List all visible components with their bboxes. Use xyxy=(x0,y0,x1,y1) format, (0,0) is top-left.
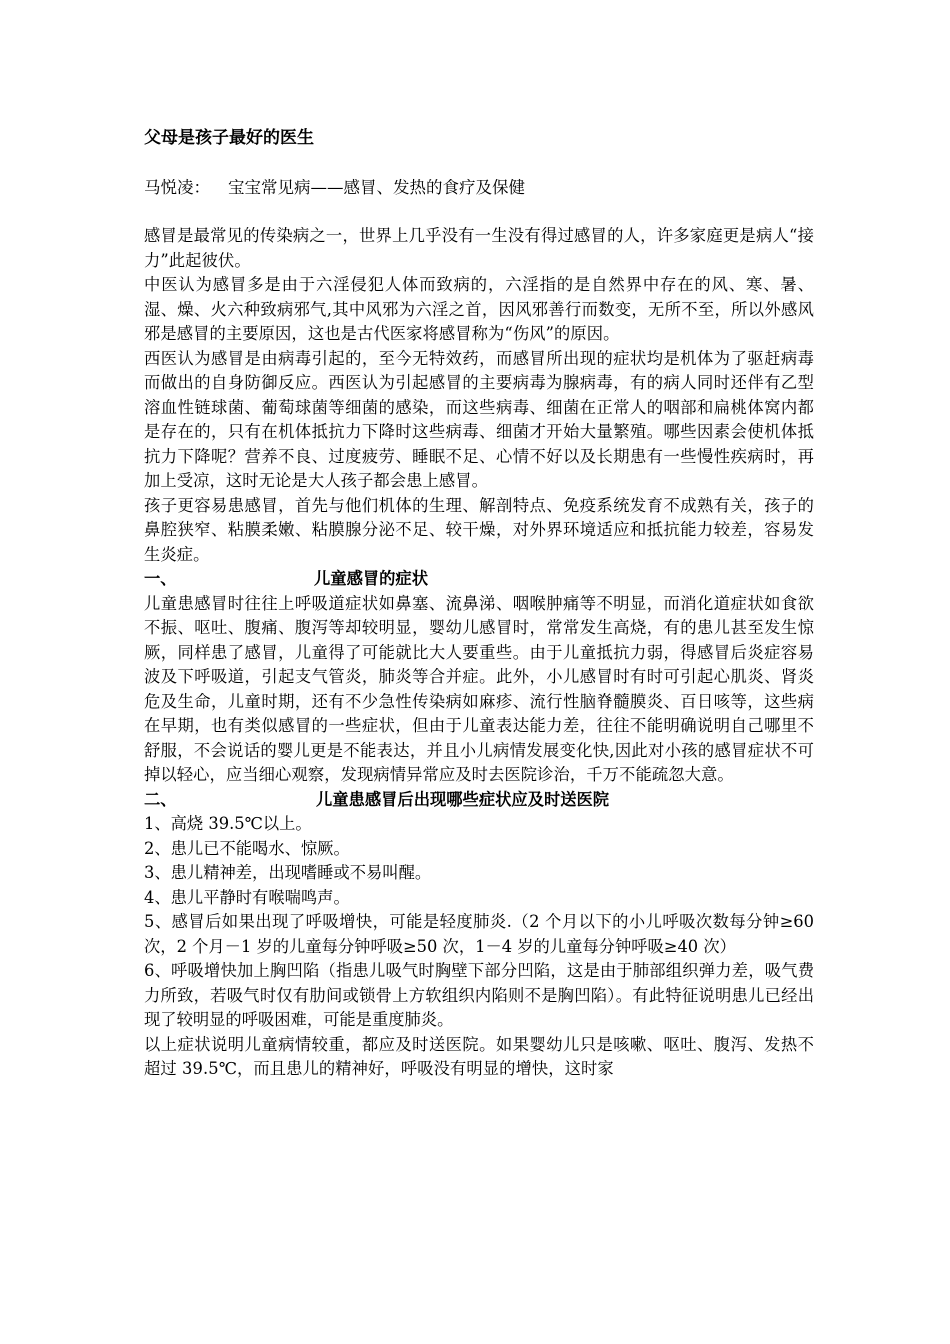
document-page xyxy=(144,124,814,1082)
paragraph: 孩子更容易患感冒，首先与他们机体的生理、解剖特点、免疫系统发育不成熟有关，孩子的鼻腔狭窄、粘膜柔嫩、粘膜腺分泌不足、较干燥，对外界环境适应和抵抗能力较差，容易发生炎症。 xyxy=(144,495,814,564)
paragraph: 感冒是最常见的传染病之一，世界上几乎没有一生没有得过感冒的人，许多家庭更是病人“接力”此起彼伏。 xyxy=(144,226,814,270)
section-heading-text: 儿童患感冒后出现哪些症状应及时送医院 xyxy=(316,789,610,809)
paragraph: 西医认为感冒是由病毒引起的，至今无特效药，而感冒所出现的症状均是机体为了驱赶病毒而做出的自身防御反应。西医认为引起感冒的主要病毒为腺病毒，有的病人同时还伴有乙型溶血性链球菌、葡萄球菌等细菌的感染，而这些病毒、细菌在正常人的咽部和扁桃体窝内都是存在的，只有在机体抵抗力下降时这些病毒、细菌才开始大量繁殖。哪些因素会使机体抵抗力下降呢？营养不良、过度疲劳、睡眠不足、心情不好以及长期患有一些慢性疾病时，再加上受凉，这时无论是大人孩子都会患上感冒。 xyxy=(144,348,814,490)
section-number: 一、 xyxy=(144,569,177,588)
list-item: 1、高烧 39.5℃以上。 xyxy=(144,814,312,833)
list-item: 2、患儿已不能喝水、惊厥。 xyxy=(144,838,350,858)
document-subtitle-line xyxy=(144,174,814,202)
paragraph: 中医认为感冒多是由于六淫侵犯人体而致病的，六淫指的是自然界中存在的风、寒、暑、湿、燥、火六种致病邪气,其中风邪为六淫之首，因风邪善行而数变，无所不至，所以外感风邪是感冒的主要原因，这也是古代医家将感冒称为“伤风”的原因。 xyxy=(144,275,814,343)
section-number: 二、 xyxy=(144,789,177,809)
list-item: 3、患儿精神差，出现嗜睡或不易叫醒。 xyxy=(144,863,432,882)
document-body xyxy=(144,224,814,1082)
section-heading-text: 儿童感冒的症状 xyxy=(314,569,428,588)
document-title: 父母是孩子最好的医生 xyxy=(144,128,314,148)
document-subtitle: 宝宝常见病——感冒、发热的食疗及保健 xyxy=(228,178,525,197)
list-item: 6、呼吸增快加上胸凹陷（指患儿吸气时胸壁下部分凹陷，这是由于肺部组织弹力差，吸气费力所致，若吸气时仅有肋间或锁骨上方软组织内陷则不是胸凹陷）。有此特征说明患儿已经出现了较明显的呼吸困难，可能是重度肺炎。 xyxy=(144,961,814,1029)
paragraph: 儿童患感冒时往往上呼吸道症状如鼻塞、流鼻涕、咽喉肿痛等不明显，而消化道症状如食欲不振、呕吐、腹痛、腹泻等却较明显，婴幼儿感冒时，常常发生高烧，有的患儿甚至发生惊厥，同样患了感冒，儿童得了可能就比大人要重些。由于儿童抵抗力弱，得感冒后炎症容易波及下呼吸道，引起支气管炎，肺炎等合并症。此外，小儿感冒时有时可引起心肌炎、肾炎危及生命，儿童时期，还有不少急性传染病如麻疹、流行性脑脊髓膜炎、百日咳等，这些病在早期，也有类似感冒的一些症状，但由于儿童表达能力差，往往不能明确说明自己哪里不舒服，不会说话的婴儿更是不能表达，并且小儿病情发展变化快,因此对小孩的感冒症状不可掉以轻心，应当细心观察，发现病情异常应及时去医院诊治，千万不能疏忽大意。 xyxy=(144,593,814,784)
section-heading-2 xyxy=(144,788,814,813)
paragraph: 以上症状说明儿童病情较重，都应及时送医院。如果婴幼儿只是咳嗽、呕吐、腹泻、发热不超过 39.5℃，而且患儿的精神好，呼吸没有明显的增快，这时家 xyxy=(144,1034,814,1078)
list-item: 4、患儿平静时有喉喘鸣声。 xyxy=(144,887,350,907)
author-label: 马悦凌： xyxy=(144,178,210,197)
list-item: 5、感冒后如果出现了呼吸增快，可能是轻度肺炎.（2 个月以下的小儿呼吸次数每分钟≥60 次，2 个月－1 岁的儿童每分钟呼吸≥50 次，1－4 岁的儿童每分钟呼吸≥40 次） xyxy=(144,912,814,956)
section-heading-1 xyxy=(144,567,814,592)
